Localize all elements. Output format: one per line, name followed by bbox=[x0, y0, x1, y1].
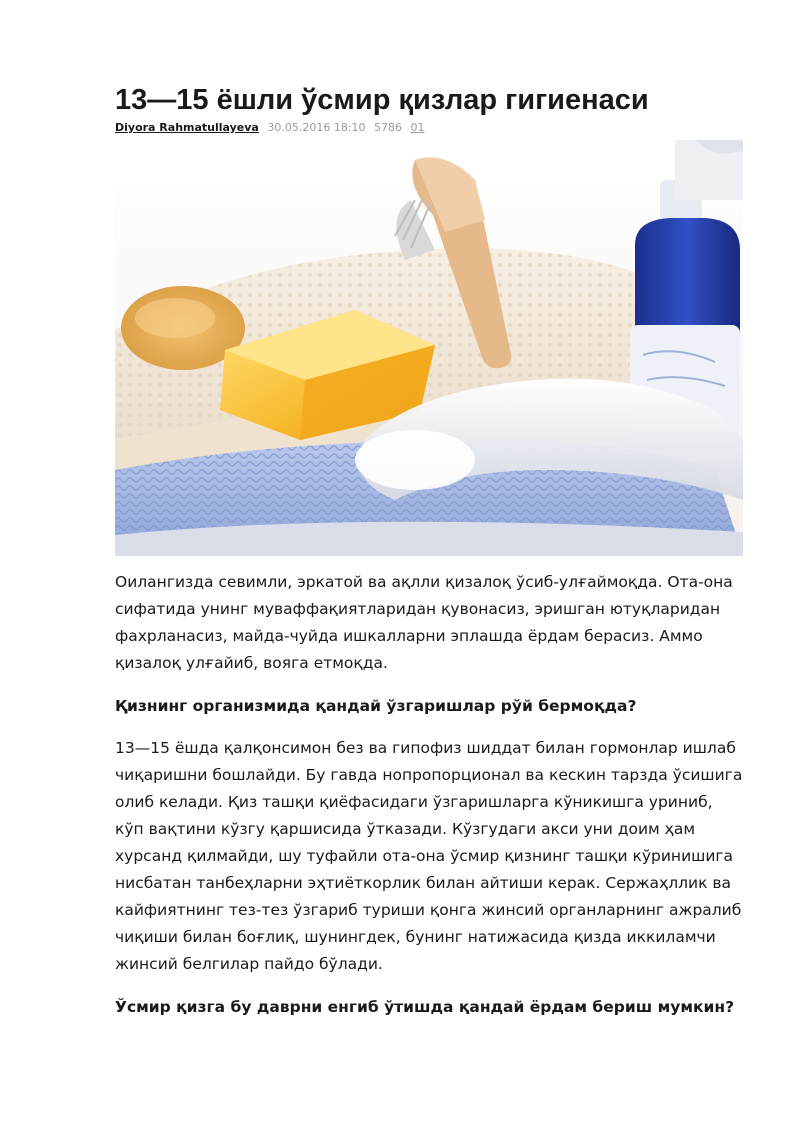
view-count: 5786 bbox=[374, 121, 403, 134]
section-heading-1: Қизнинг организмида қандай ўзгаришлар рўй бермоқда? bbox=[115, 697, 637, 715]
bathroom-hygiene-photo bbox=[115, 140, 743, 556]
article-meta bbox=[115, 120, 745, 140]
author-link[interactable]: Diyora Rahmatullayeva bbox=[115, 121, 259, 134]
article-title: 13—15 ёшли ўсмир қизлар гигиенаси bbox=[115, 84, 649, 116]
section-heading-2: Ўсмир қизга бу даврни енгиб ўтишда қандай ёрдам бериш мумкин? bbox=[115, 998, 735, 1016]
comments-link[interactable]: 01 bbox=[410, 121, 425, 134]
article bbox=[115, 80, 745, 1020]
intro-paragraph: Оилангизда севимли, эркатой ва ақлли қизалоқ ўсиб-улғаймоқда. Ота-она сифатида унинг муваффақиятларидан қувонасиз, эришган ютуқларидан фахрланасиз, майда-чуйда ишкалларни эплашда ёрдам берасиз. Аммо қизалоқ улғайиб, вояга етмоқда. bbox=[115, 573, 733, 672]
body-paragraph-1: 13—15 ёшда қалқонсимон без ва гипофиз шиддат билан гормонлар ишлаб чиқаришни бошлайди. Бу гавда нопропорционал ва кескин тарзда ўсишига олиб келади. Қиз ташқи қиёфасидаги ўзгаришларга кўникишга уриниб, кўп вақтини кўзгу қаршисида ўтказади. Кўзгудаги акси уни доим ҳам хурсанд қилмайди, шу туфайли ота-она ўсмир қизнинг ташқи кўринишига нисбатан танбеҳларни эҳтиёткорлик билан айтиши керак. Сержаҳллик ва кайфиятнинг тез-тез ўзгариб туриши қонга жинсий органларнинг ажралиб чиқиши билан боғлиқ, шунингдек, бунинг натижасида қизда иккиламчи жинсий белгилар пайдо бўлади. bbox=[115, 739, 743, 973]
publish-date: 30.05.2016 18:10 bbox=[267, 121, 366, 134]
